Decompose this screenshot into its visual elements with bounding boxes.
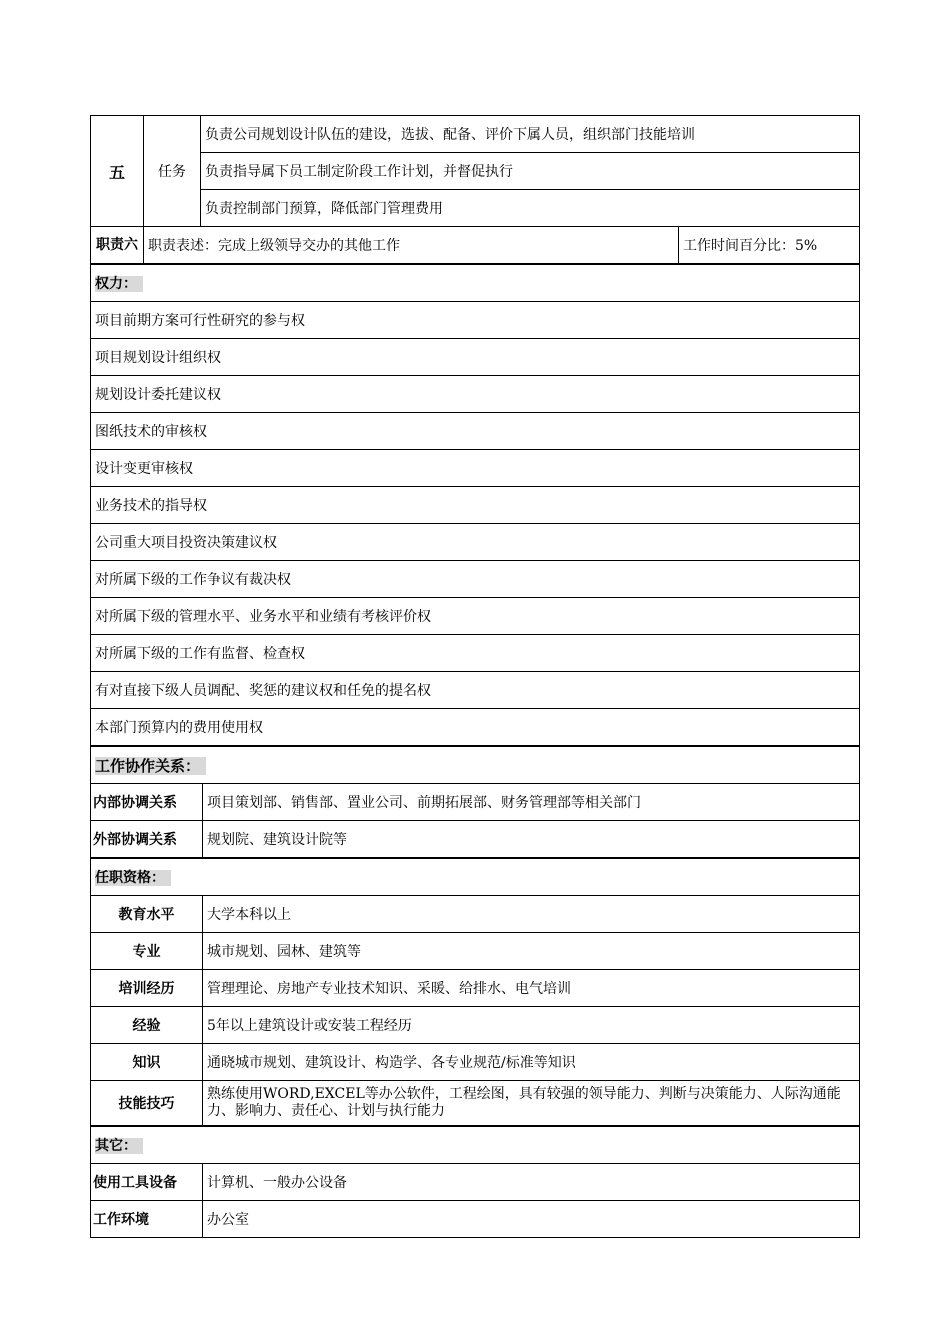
qualification-label-training: 培训经历 — [91, 970, 203, 1007]
external-cooperation-label: 外部协调关系 — [91, 821, 203, 859]
qualification-value-knowledge: 通晓城市规划、建筑设计、构造学、各专业规范/标准等知识 — [203, 1044, 860, 1081]
power-item-3: 规划设计委托建议权 — [91, 376, 860, 413]
qualification-row — [91, 1044, 860, 1081]
other-title: 其它： — [95, 1138, 143, 1154]
power-item — [91, 672, 860, 709]
power-item — [91, 561, 860, 598]
powers-title: 权力： — [95, 276, 143, 292]
duty-label: 任务 — [144, 116, 201, 227]
power-item-6: 业务技术的指导权 — [91, 487, 860, 524]
environment-value: 办公室 — [203, 1201, 860, 1238]
qualification-value-major: 城市规划、园林、建筑等 — [203, 933, 860, 970]
qualifications-title: 任职资格： — [95, 870, 171, 886]
power-item — [91, 524, 860, 561]
qualification-value-education: 大学本科以上 — [203, 896, 860, 933]
power-item-11: 有对直接下级人员调配、奖惩的建议权和任免的提名权 — [91, 672, 860, 709]
powers-section-header — [91, 264, 860, 302]
duty-six-label: 职责六 — [91, 227, 144, 265]
power-item-2: 项目规划设计组织权 — [91, 339, 860, 376]
tools-value: 计算机、一般办公设备 — [203, 1164, 860, 1201]
power-item — [91, 302, 860, 339]
power-item — [91, 487, 860, 524]
power-item-7: 公司重大项目投资决策建议权 — [91, 524, 860, 561]
qualification-value-skills: 熟练使用WORD,EXCEL等办公软件，工程绘图，具有较强的领导能力、判断与决策能力、人际沟通能力、影响力、责任心、计划与执行能力 — [203, 1081, 860, 1127]
duty-six-time-percent: 工作时间百分比：5% — [679, 227, 860, 265]
qualification-label-skills: 技能技巧 — [91, 1081, 203, 1127]
power-item-12: 本部门预算内的费用使用权 — [91, 709, 860, 747]
qualification-label-major: 专业 — [91, 933, 203, 970]
power-item-10: 对所属下级的工作有监督、检查权 — [91, 635, 860, 672]
power-item — [91, 376, 860, 413]
internal-cooperation-row — [91, 784, 860, 821]
qualifications-section-header — [91, 858, 860, 896]
power-item — [91, 598, 860, 635]
power-item — [91, 339, 860, 376]
duty-task-3: 负责控制部门预算，降低部门管理费用 — [201, 190, 860, 227]
power-item-1: 项目前期方案可行性研究的参与权 — [91, 302, 860, 339]
external-cooperation-value: 规划院、建筑设计院等 — [203, 821, 860, 859]
qualification-value-training: 管理理论、房地产专业技术知识、采暖、给排水、电气培训 — [203, 970, 860, 1007]
power-item-8: 对所属下级的工作争议有裁决权 — [91, 561, 860, 598]
power-item — [91, 709, 860, 747]
tools-label: 使用工具设备 — [91, 1164, 203, 1201]
duty-five-row-2 — [91, 153, 860, 190]
duty-task-2: 负责指导属下员工制定阶段工作计划，并督促执行 — [201, 153, 860, 190]
cooperation-title: 工作协作关系： — [95, 757, 206, 775]
duty-five-row-3 — [91, 190, 860, 227]
power-item — [91, 413, 860, 450]
qualification-row — [91, 896, 860, 933]
job-description-page — [90, 115, 859, 1238]
qualification-label-knowledge: 知识 — [91, 1044, 203, 1081]
power-item — [91, 450, 860, 487]
qualification-row — [91, 1081, 860, 1127]
qualification-row — [91, 970, 860, 1007]
external-cooperation-row — [91, 821, 860, 859]
qualification-value-experience: 5年以上建筑设计或安装工程经历 — [203, 1007, 860, 1044]
qualification-row — [91, 1007, 860, 1044]
power-item-5: 设计变更审核权 — [91, 450, 860, 487]
qualification-label-experience: 经验 — [91, 1007, 203, 1044]
duty-six-row — [91, 227, 860, 265]
internal-cooperation-value: 项目策划部、销售部、置业公司、前期拓展部、财务管理部等相关部门 — [203, 784, 860, 821]
qualification-row — [91, 933, 860, 970]
duty-task-1: 负责公司规划设计队伍的建设，选拔、配备、评价下属人员，组织部门技能培训 — [201, 116, 860, 153]
tools-row — [91, 1164, 860, 1201]
power-item-4: 图纸技术的审核权 — [91, 413, 860, 450]
duty-six-description: 职责表述：完成上级领导交办的其他工作 — [144, 227, 679, 265]
other-section-header — [91, 1126, 860, 1164]
duty-number: 五 — [91, 116, 144, 227]
environment-row — [91, 1201, 860, 1238]
environment-label: 工作环境 — [91, 1201, 203, 1238]
power-item — [91, 635, 860, 672]
internal-cooperation-label: 内部协调关系 — [91, 784, 203, 821]
cooperation-section-header — [91, 746, 860, 784]
job-description-table — [90, 115, 860, 1238]
power-item-9: 对所属下级的管理水平、业务水平和业绩有考核评价权 — [91, 598, 860, 635]
duty-five-row-1 — [91, 116, 860, 153]
qualification-label-education: 教育水平 — [91, 896, 203, 933]
